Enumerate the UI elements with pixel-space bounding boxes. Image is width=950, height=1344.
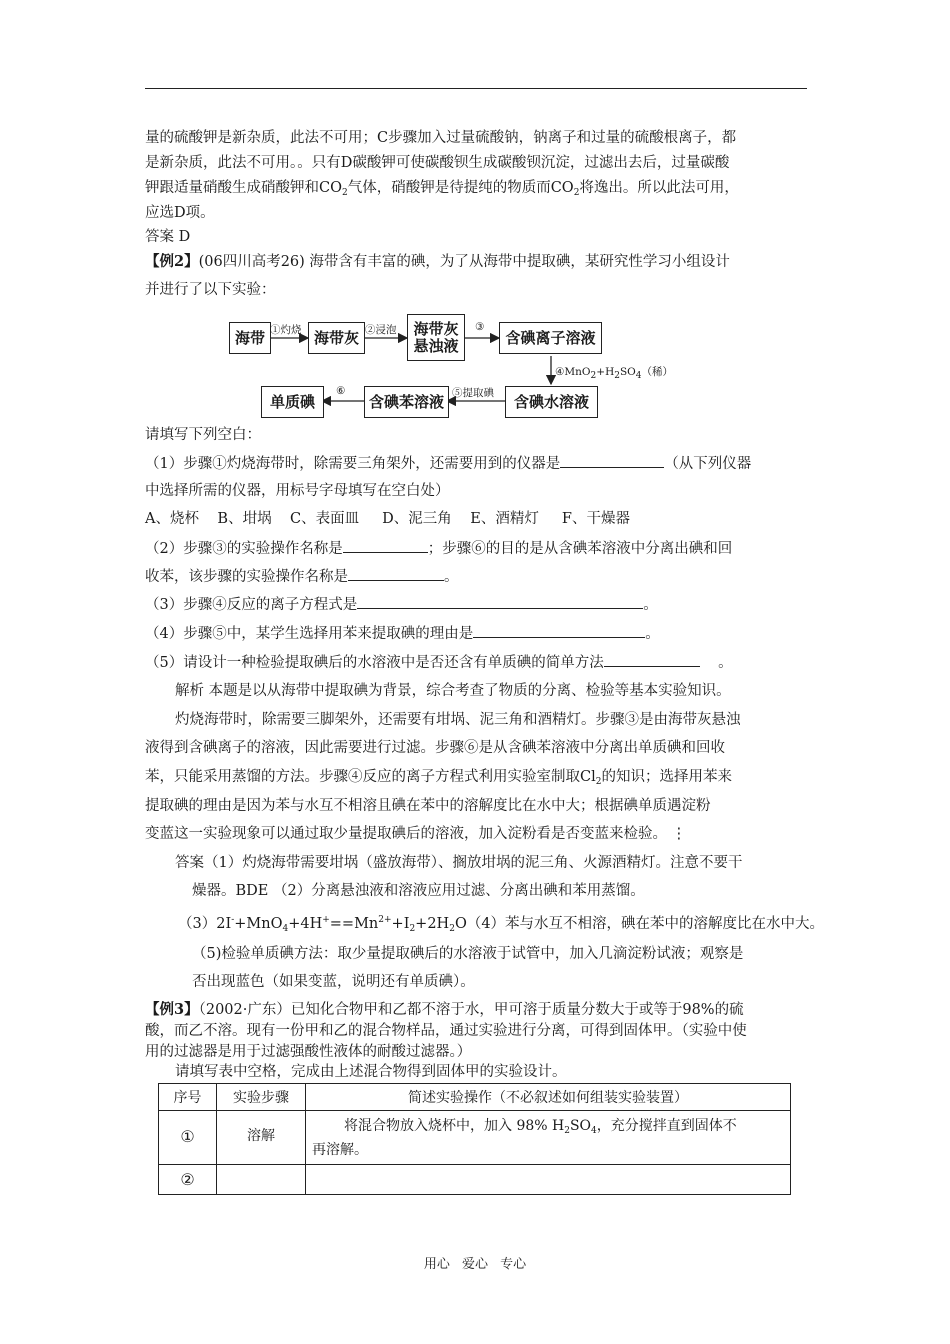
intro-answer: 答案 D	[145, 229, 191, 245]
answer-blank-1[interactable]	[560, 453, 664, 468]
header-seq: 序号	[159, 1084, 217, 1111]
answer-blank-2a[interactable]	[343, 538, 428, 553]
answer-blank-3[interactable]	[357, 594, 643, 609]
analysis-line-5: 提取碘的理由是因为苯与水互不相溶且碘在苯中的溶解度比在水中大；根据碘单质遇淀粉	[145, 798, 711, 814]
question-5: （5）请设计一种检验提取碘后的水溶液中是否还含有单质碘的简单方法 。	[145, 652, 733, 673]
question-1: （1）步骤①灼烧海带时，除需要三角架外，还需要用到的仪器是 （从下列仪器	[145, 453, 751, 474]
label-step-2: ②浸泡	[365, 324, 397, 336]
label-step-1: ①灼烧	[270, 324, 302, 336]
flow-arrows	[0, 0, 950, 440]
intro-line-3: 钾跟适量硝酸生成硝酸钾和$CO_2$气体，硝酸钾是待提纯的物质而$CO_2$将逸出。所以此法可用，	[145, 180, 739, 198]
answer-blank-2b[interactable]	[348, 566, 444, 581]
example-3-heading: 【例3】（2002·广东）已知化合物甲和乙都不溶于水，甲可溶于质量分数大于或等于98%的硫	[145, 1001, 744, 1018]
box-haidai: 海带	[229, 322, 271, 354]
row1-operation: 将混合物放入烧杯中，加入 98% $H_2SO_4$，充分搅拌直到固体不 再溶解。	[306, 1111, 791, 1165]
answer-blank-4[interactable]	[473, 623, 645, 638]
header-step: 实验步骤	[217, 1084, 306, 1111]
question-3: （3）步骤④反应的离子方程式是 。	[145, 594, 658, 615]
table-row	[159, 1165, 791, 1195]
box-iodide-solution: 含碘离子溶液	[499, 322, 602, 354]
example-2-heading: 【例2】(06四川高考26) 海带含有丰富的碘，为了从海带中提取碘，某研究性学习小组设计	[145, 253, 730, 270]
box-haidai-ash: 海带灰	[308, 322, 365, 354]
example-2-line-2: 并进行了以下实验：	[145, 282, 276, 298]
answer-line-2: 燥器。BDE （2）分离悬浊液和溶液应用过滤、分离出碘和苯用蒸馏。	[192, 883, 645, 899]
question-2-cont: 收苯，该步骤的实验操作名称是 。	[145, 566, 459, 587]
answer-line-1: 答案（1）灼烧海带需要坩埚（盛放海带）、搁放坩埚的泥三角、火源酒精灯。注意不要干	[175, 855, 743, 871]
intro-line-2: 是新杂质，此法不可用。。只有D碳酸钾可使碳酸钡生成碳酸钡沉淀，过滤出去后，过量碳酸	[145, 155, 730, 171]
analysis-line-6: 变蓝这一实验现象可以通过取少量提取碘后的溶液，加入淀粉看是否变蓝来检验。 ⋮	[145, 826, 687, 842]
question-2: （2）步骤③的实验操作名称是 ；步骤⑥的目的是从含碘苯溶液中分离出碘和回	[145, 538, 732, 559]
box-iodine-water: 含碘水溶液	[505, 386, 598, 418]
row1-step: 溶解	[217, 1111, 306, 1165]
row2-num: ②	[159, 1165, 217, 1195]
intro-line-4: 应选D项。	[145, 205, 215, 221]
analysis-line-1: 解析 本题是以从海带中提取碘为背景，综合考查了物质的分离、检验等基本实验知识。	[175, 683, 731, 699]
label-step-4: ④MnO2+H2SO4（稀）	[555, 366, 674, 381]
label-step-6: ⑥	[336, 385, 346, 397]
analysis-line-2: 灼烧海带时，除需要三脚架外，还需要有坩埚、泥三角和酒精灯。步骤③是由海带灰悬浊	[175, 712, 741, 728]
answer-blank-5[interactable]	[604, 652, 700, 667]
label-step-3: ③	[475, 321, 485, 333]
row2-step-cell[interactable]	[217, 1165, 306, 1195]
instrument-options: A、烧杯 B、坩埚 C、表面皿 D、泥三角 E、酒精灯 F、干燥器	[145, 511, 630, 527]
box-iodine-benzene: 含碘苯溶液	[364, 386, 449, 418]
box-ash-suspension: 海带灰 悬浊液	[407, 314, 465, 361]
row2-operation-cell[interactable]	[306, 1165, 791, 1195]
page-footer: 用心 爱心 专心	[423, 1257, 527, 1272]
table-header-row	[159, 1084, 791, 1111]
answer-line-3: $(3)2I^-+MnO_4+4H^+==Mn^{2+}+I_2+2H_2O(4)$苯与水互不相溶，碘在苯中的溶解度比在水中大。	[178, 915, 825, 934]
intro-line-1: 量的硫酸钾是新杂质，此法不可用；C步骤加入过量硫酸钠，钠离子和过量的硫酸根离子，都	[145, 130, 737, 146]
label-step-5: ⑤提取碘	[452, 387, 494, 399]
example-3-line-2: 酸，而乙不溶。现有一份甲和乙的混合物样品，通过实验进行分离，可得到固体甲。（实验中使	[145, 1023, 747, 1039]
answer-line-5: 否出现蓝色（如果变蓝，说明还有单质碘）。	[192, 974, 475, 990]
header-operation: 简述实验操作（不必叙述如何组装实验装置）	[306, 1084, 791, 1111]
analysis-line-3: 液得到含碘离子的溶液，因此需要进行过滤。步骤⑥是从含碘苯溶液中分离出单质碘和回收	[145, 740, 725, 756]
row1-num: ①	[159, 1111, 217, 1165]
fill-prompt: 请填写下列空白：	[145, 427, 261, 443]
example-3-line-4: 请填写表中空格，完成由上述混合物得到固体甲的实验设计。	[175, 1064, 567, 1080]
example-3-line-3: 用的过滤器是用于过滤强酸性液体的耐酸过滤器。）	[145, 1044, 472, 1060]
answer-line-4: （5)检验单质碘方法：取少量提取碘后的水溶液于试管中，加入几滴淀粉试液；观察是	[192, 946, 744, 962]
experiment-design-table	[158, 1083, 791, 1195]
box-elemental-iodine: 单质碘	[261, 386, 324, 418]
question-4: （4）步骤⑤中，某学生选择用苯来提取碘的理由是 。	[145, 623, 660, 644]
question-1-cont: 中选择所需的仪器，用标号字母填写在空白处）	[145, 483, 450, 499]
analysis-line-4: 苯，只能采用蒸馏的方法。步骤④反应的离子方程式利用实验室制取$Cl_2$的知识；选择用苯来	[145, 769, 732, 787]
table-row	[159, 1111, 791, 1165]
